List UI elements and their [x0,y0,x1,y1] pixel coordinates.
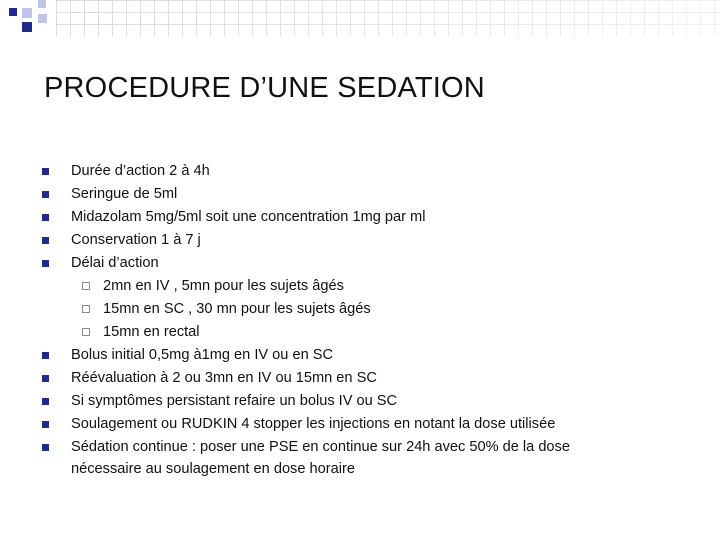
bullet-square-icon [42,214,49,221]
bullet-square-icon [42,398,49,405]
decor-square-dark [9,8,17,16]
item-text: Seringue de 5ml [71,186,178,202]
bullet-square-icon [42,191,49,198]
bullet-square-icon [42,421,49,428]
list-item [42,367,702,390]
header-decoration [0,0,720,40]
sub-list-item [42,275,702,298]
list-item [42,183,702,206]
hollow-square-bullet-icon [82,282,90,290]
item-text: Sédation continue : poser une PSE en continue sur 24h avec 50% de la dose [71,439,570,455]
item-text: Délai d’action [71,255,159,271]
item-text: Si symptômes persistant refaire un bolus IV ou SC [71,393,398,409]
decor-grid [56,0,720,36]
slide-title: PROCEDURE D’UNE SEDATION [44,72,485,104]
bullet-square-icon [42,375,49,382]
list-item [42,390,702,413]
item-text-continuation: nécessaire au soulagement en dose horaire [71,461,355,477]
sub-list-item [42,298,702,321]
list-item [42,413,702,436]
bullet-list [42,160,702,275]
decor-square-light [38,0,46,8]
item-text: Réévaluation à 2 ou 3mn en IV ou 15mn en SC [71,370,377,386]
decor-square-dark [22,22,32,32]
sub-item-text: 15mn en SC , 30 mn pour les sujets âgés [103,301,371,317]
sub-bullet-list [42,275,702,344]
decor-square-light [22,8,32,18]
sub-item-text: 15mn en rectal [103,324,200,340]
bullet-square-icon [42,260,49,267]
list-item [42,252,702,275]
item-text: Soulagement ou RUDKIN 4 stopper les injections en notant la dose utilisée [71,416,556,432]
bullet-square-icon [42,352,49,359]
item-text: Midazolam 5mg/5ml soit une concentration 1mg par ml [71,209,426,225]
sub-item-text: 2mn en IV , 5mn pour les sujets âgés [103,278,344,294]
bullet-square-icon [42,237,49,244]
list-item [42,436,702,480]
hollow-square-bullet-icon [82,328,90,336]
list-item [42,229,702,252]
list-item [42,206,702,229]
bullet-list [42,344,702,480]
bullet-square-icon [42,444,49,451]
list-item [42,344,702,367]
item-text: Durée d’action 2 à 4h [71,163,210,179]
bullet-square-icon [42,168,49,175]
hollow-square-bullet-icon [82,305,90,313]
slide-body [42,160,702,480]
item-text: Conservation 1 à 7 j [71,232,201,248]
item-text: Bolus initial 0,5mg à1mg en IV ou en SC [71,347,334,363]
decor-square-light [38,14,47,23]
list-item [42,160,702,183]
sub-list-item [42,321,702,344]
